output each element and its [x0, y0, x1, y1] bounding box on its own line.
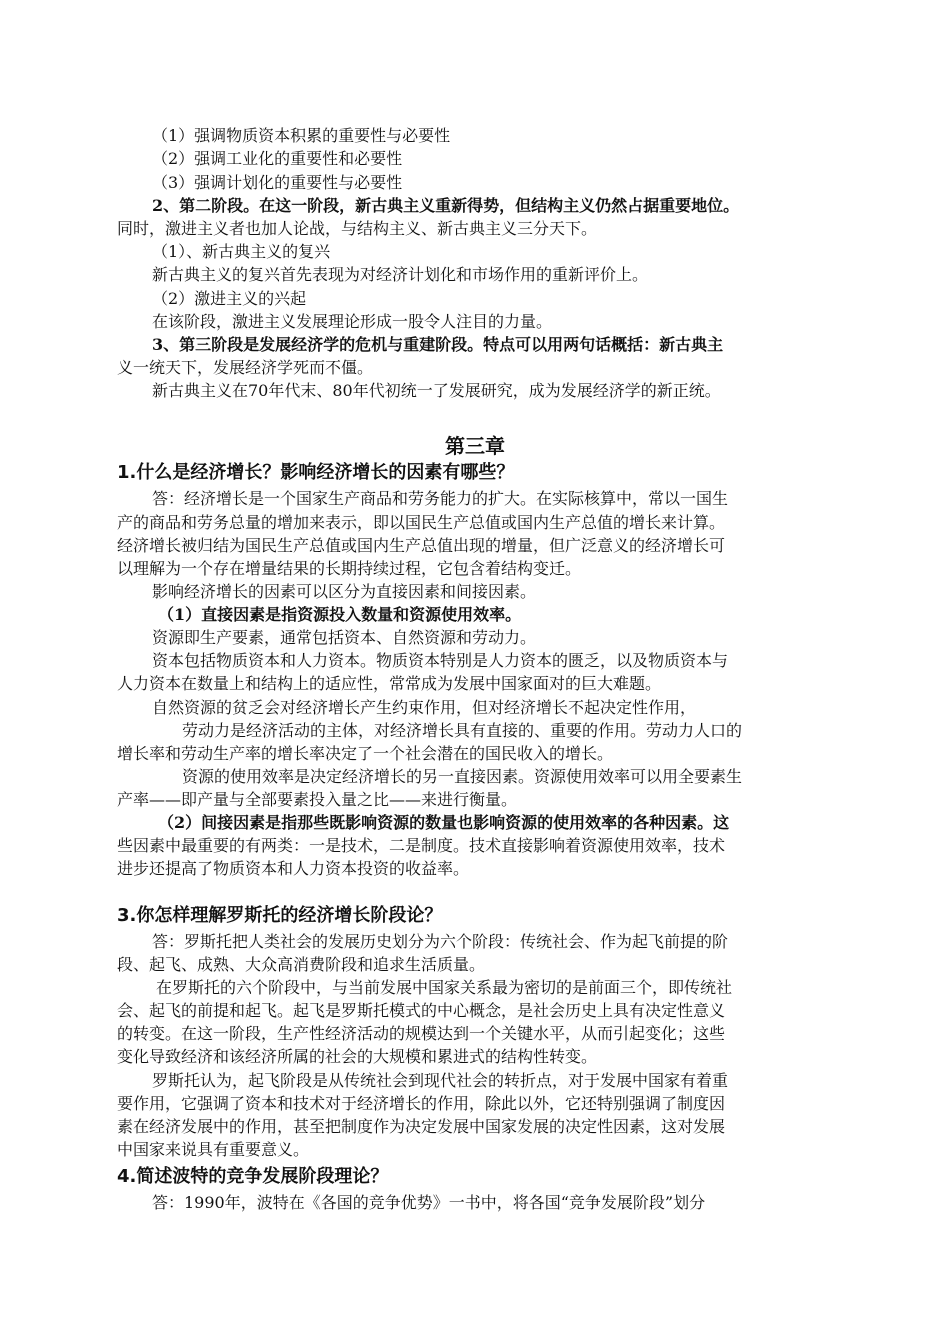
chapter-title: 第三章 [445, 434, 505, 458]
text-line: 中国家来说具有重要意义。 [117, 1140, 310, 1159]
section-heading: 3、第三阶段是发展经济学的危机与重建阶段。特点可以用两句话概括：新古典主 [152, 335, 724, 354]
text-line: 新古典主义的复兴首先表现为对经济计划化和市场作用的重新评价上。 [152, 265, 649, 284]
text-line: （1）强调物质资本积累的重要性与必要性 [152, 126, 451, 145]
text-line: 以理解为一个存在增量结果的长期持续过程，它包含着结构变迁。 [117, 559, 582, 578]
text-line: 经济增长被归结为国民生产总值或国内生产总值出现的增量，但广泛意义的经济增长可 [117, 536, 726, 555]
text-line: 答：罗斯托把人类社会的发展历史划分为六个阶段：传统社会、作为起飞前提的阶 [152, 932, 729, 951]
text-line: （3）强调计划化的重要性与必要性 [152, 173, 403, 192]
text-line: （2）激进主义的兴起 [152, 289, 307, 308]
text-line: 变化导致经济和该经济所属的社会的大规模和累进式的结构性转变。 [117, 1047, 598, 1066]
text-line: 增长率和劳动生产率的增长率决定了一个社会潜在的国民收入的增长。 [117, 744, 614, 763]
text-line: 人力资本在数量上和结构上的适应性，常常成为发展中国家面对的巨大难题。 [117, 674, 662, 693]
text-line: 资源即生产要素，通常包括资本、自然资源和劳动力。 [152, 628, 537, 647]
text-line: 在罗斯托的六个阶段中，与当前发展中国家关系最为密切的是前面三个，即传统社 [156, 978, 733, 997]
text-line: 进步还提高了物质资本和人力资本投资的收益率。 [117, 859, 470, 878]
text-line: 新古典主义在70年代末、80年代初统一了发展研究，成为发展经济学的新正统。 [152, 381, 721, 400]
text-line: 会、起飞的前提和起飞。起飞是罗斯托模式的中心概念，是社会历史上具有决定性意义 [117, 1001, 726, 1020]
text-line: （2）强调工业化的重要性和必要性 [152, 149, 403, 168]
text-line: 产率——即产量与全部要素投入量之比——来进行衡量。 [117, 790, 518, 809]
section-heading: 2、第二阶段。在这一阶段，新古典主义重新得势，但结构主义仍然占据重要地位。 [152, 196, 740, 215]
text-line: 产的商品和劳务总量的增加来表示，即以国民生产总值或国内生产总值的增长来计算。 [117, 513, 726, 532]
text-line-bold: （2）间接因素是指那些既影响资源的数量也影响资源的使用效率的各种因素。这 [158, 813, 730, 832]
text-line: 要作用，它强调了资本和技术对于经济增长的作用，除此以外，它还特别强调了制度因 [117, 1094, 726, 1113]
text-line: 影响经济增长的因素可以区分为直接因素和间接因素。 [152, 582, 537, 601]
text-line: 在该阶段，激进主义发展理论形成一股令人注目的力量。 [152, 312, 553, 331]
text-line: 义一统天下，发展经济学死而不僵。 [117, 358, 374, 377]
text-line: 的转变。在这一阶段，生产性经济活动的规模达到一个关键水平，从而引起变化；这些 [117, 1024, 726, 1043]
question-heading: 3.你怎样理解罗斯托的经济增长阶段论？ [117, 905, 443, 926]
text-line-bold: （1）直接因素是指资源投入数量和资源使用效率。 [158, 605, 522, 624]
text-line: （1）、新古典主义的复兴 [152, 242, 331, 261]
text-line: 答：经济增长是一个国家生产商品和劳务能力的扩大。在实际核算中，常以一国生 [152, 489, 729, 508]
text-line: 些因素中最重要的有两类：一是技术，二是制度。技术直接影响着资源使用效率，技术 [117, 836, 726, 855]
text-line: 资本包括物质资本和人力资本。物质资本特别是人力资本的匮乏，以及物质资本与 [152, 651, 729, 670]
text-line: 劳动力是经济活动的主体，对经济增长具有直接的、重要的作用。劳动力人口的 [182, 721, 743, 740]
text-line: 自然资源的贫乏会对经济增长产生约束作用，但对经济增长不起决定性作用， [152, 698, 697, 717]
text-line: 资源的使用效率是决定经济增长的另一直接因素。资源使用效率可以用全要素生 [182, 767, 743, 786]
question-heading: 1.什么是经济增长？影响经济增长的因素有哪些？ [117, 462, 515, 483]
text-line: 罗斯托认为，起飞阶段是从传统社会到现代社会的转折点，对于发展中国家有着重 [152, 1071, 729, 1090]
text-line: 素在经济发展中的作用，甚至把制度作为决定发展中国家发展的决定性因素，这对发展 [117, 1117, 726, 1136]
text-line: 同时，激进主义者也加人论战，与结构主义、新古典主义三分天下。 [117, 219, 598, 238]
text-line: 段、起飞、成熟、大众高消费阶段和追求生活质量。 [117, 955, 486, 974]
text-line: 答：1990年，波特在《各国的竞争优势》一书中，将各国“竞争发展阶段”划分 [152, 1193, 706, 1212]
question-heading: 4.简述波特的竞争发展阶段理论？ [117, 1166, 389, 1187]
